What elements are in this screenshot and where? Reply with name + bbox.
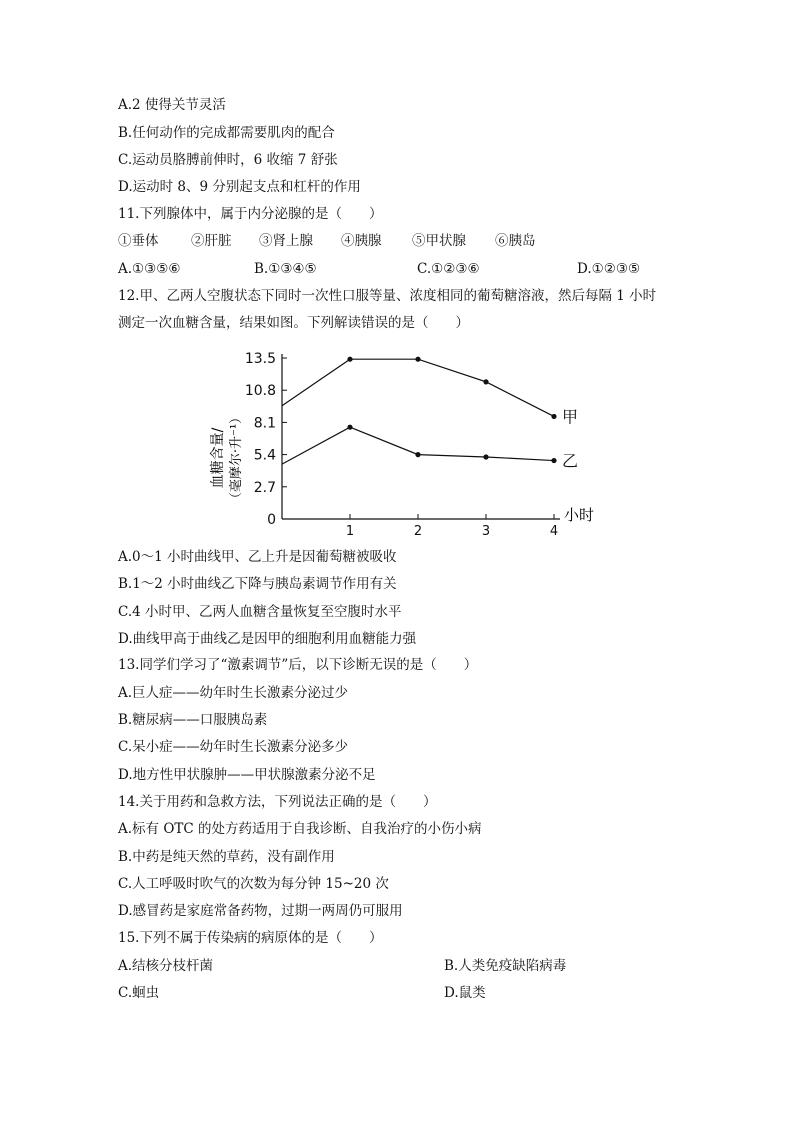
q11-option-b: B.①③④⑤	[254, 261, 317, 277]
q13-option-d: D.地方性甲状腺肿——甲状腺激素分泌不足	[118, 767, 376, 783]
q11-gland-2: ②肝脏	[191, 233, 232, 249]
q12-option-d: D.曲线甲高于曲线乙是因甲的细胞利用血糖能力强	[118, 631, 417, 647]
q13-option-a: A.巨人症——幼年时生长激素分泌过少	[118, 685, 349, 701]
q14-stem: 14.关于用药和急救方法，下列说法正确的是（ ）	[118, 794, 437, 810]
q12-stem-line2: 测定一次血糖含量，结果如图。下列解读错误的是（ ）	[118, 315, 469, 331]
q13-option-c: C.呆小症——幼年时生长激素分泌多少	[118, 739, 349, 755]
q12-stem-line1: 12.甲、乙两人空腹状态下同时一次性口服等量、浓度相同的葡萄糖溶液，然后每隔 1 小时	[118, 288, 657, 304]
series-point-yi-2	[415, 452, 420, 457]
series-line-yi	[282, 427, 554, 464]
y-tick-label-2: 5.4	[253, 447, 276, 464]
x-tick-label-2: 2	[413, 524, 423, 539]
q11-gland-3: ③肾上腺	[259, 233, 313, 249]
y-tick-label-3: 8.1	[253, 415, 276, 432]
y-tick-label-1: 2.7	[253, 479, 276, 496]
y-axis-label-line2: （毫摩尔·升⁻¹）	[229, 410, 244, 506]
q12-option-b: B.1～2 小时曲线乙下降与胰岛素调节作用有关	[118, 576, 397, 592]
q15-options-row2	[118, 984, 678, 1002]
q15-stem: 15.下列不属于传染病的病原体的是（ ）	[118, 930, 383, 946]
x-tick-label-4: 4	[549, 524, 559, 539]
q11-option-a: A.①③⑤⑥	[118, 261, 181, 277]
q14-option-d: D.感冒药是家庭常备药物，过期一两周仍可服用	[118, 903, 403, 919]
y-tick-label-0: 0	[267, 512, 276, 528]
series-label-jia: 甲	[562, 407, 579, 427]
series-label-yi: 乙	[562, 451, 579, 471]
q15-option-b: B.人类免疫缺陷病毒	[444, 958, 567, 974]
series-point-yi-3	[483, 454, 488, 459]
q11-option-c: C.①②③⑥	[417, 261, 480, 277]
q15-option-d: D.鼠类	[444, 985, 486, 1001]
series-point-jia-4	[551, 414, 556, 419]
y-tick-label-5: 13.5	[244, 351, 276, 367]
series-line-jia	[282, 359, 554, 416]
blood-glucose-chart	[200, 340, 620, 540]
x-axis-label: 小时	[564, 506, 595, 524]
x-tick-label-1: 1	[345, 524, 355, 539]
series-point-jia-1	[347, 357, 352, 362]
q15-options-row1	[118, 957, 678, 975]
q13-option-b: B.糖尿病——口服胰岛素	[118, 712, 268, 728]
q11-option-d: D.①②③⑤	[577, 261, 641, 277]
q12-option-c: C.4 小时甲、乙两人血糖含量恢复至空腹时水平	[118, 604, 402, 620]
series-point-yi-4	[551, 458, 556, 463]
q11-stem: 11.下列腺体中，属于内分泌腺的是（ ）	[118, 206, 383, 222]
q11-gland-6: ⑥胰岛	[495, 233, 536, 249]
q10-option-d: D.运动时 8、9 分别起支点和杠杆的作用	[118, 179, 361, 195]
series-point-jia-2	[415, 357, 420, 362]
series-point-jia-3	[483, 379, 488, 384]
q14-option-a: A.标有 OTC 的处方药适用于自我诊断、自我治疗的小伤小病	[118, 821, 482, 837]
chart-series	[282, 357, 578, 471]
q10-option-c: C.运动员胳膊前伸时，6 收缩 7 舒张	[118, 152, 338, 168]
q10-option-a: A.2 使得关节灵活	[118, 97, 226, 113]
q15-option-a: A.结核分枝杆菌	[118, 958, 214, 974]
chart-ticks	[245, 351, 558, 539]
q11-options	[118, 260, 678, 278]
x-tick-label-3: 3	[481, 524, 491, 539]
q11-gland-4: ④胰腺	[341, 233, 382, 249]
y-axis-label-line1: 血糖含量/	[210, 427, 226, 489]
q10-option-b: B.任何动作的完成都需要肌肉的配合	[118, 125, 335, 141]
q14-option-b: B.中药是纯天然的草药，没有副作用	[118, 849, 335, 865]
q15-option-c: C.蛔虫	[118, 985, 160, 1001]
series-point-yi-1	[347, 425, 352, 430]
q11-gland-1: ①垂体	[118, 233, 159, 249]
chart-axes	[282, 354, 560, 519]
q12-option-a: A.0～1 小时曲线甲、乙上升是因葡萄糖被吸收	[118, 549, 397, 565]
q11-gland-5: ⑤甲状腺	[412, 233, 466, 249]
q13-stem: 13.同学们学习了“激素调节”后，以下诊断无误的是（ ）	[118, 657, 478, 673]
q14-option-c: C.人工呼吸时吹气的次数为每分钟 15~20 次	[118, 876, 389, 892]
y-tick-label-4: 10.8	[244, 383, 276, 400]
